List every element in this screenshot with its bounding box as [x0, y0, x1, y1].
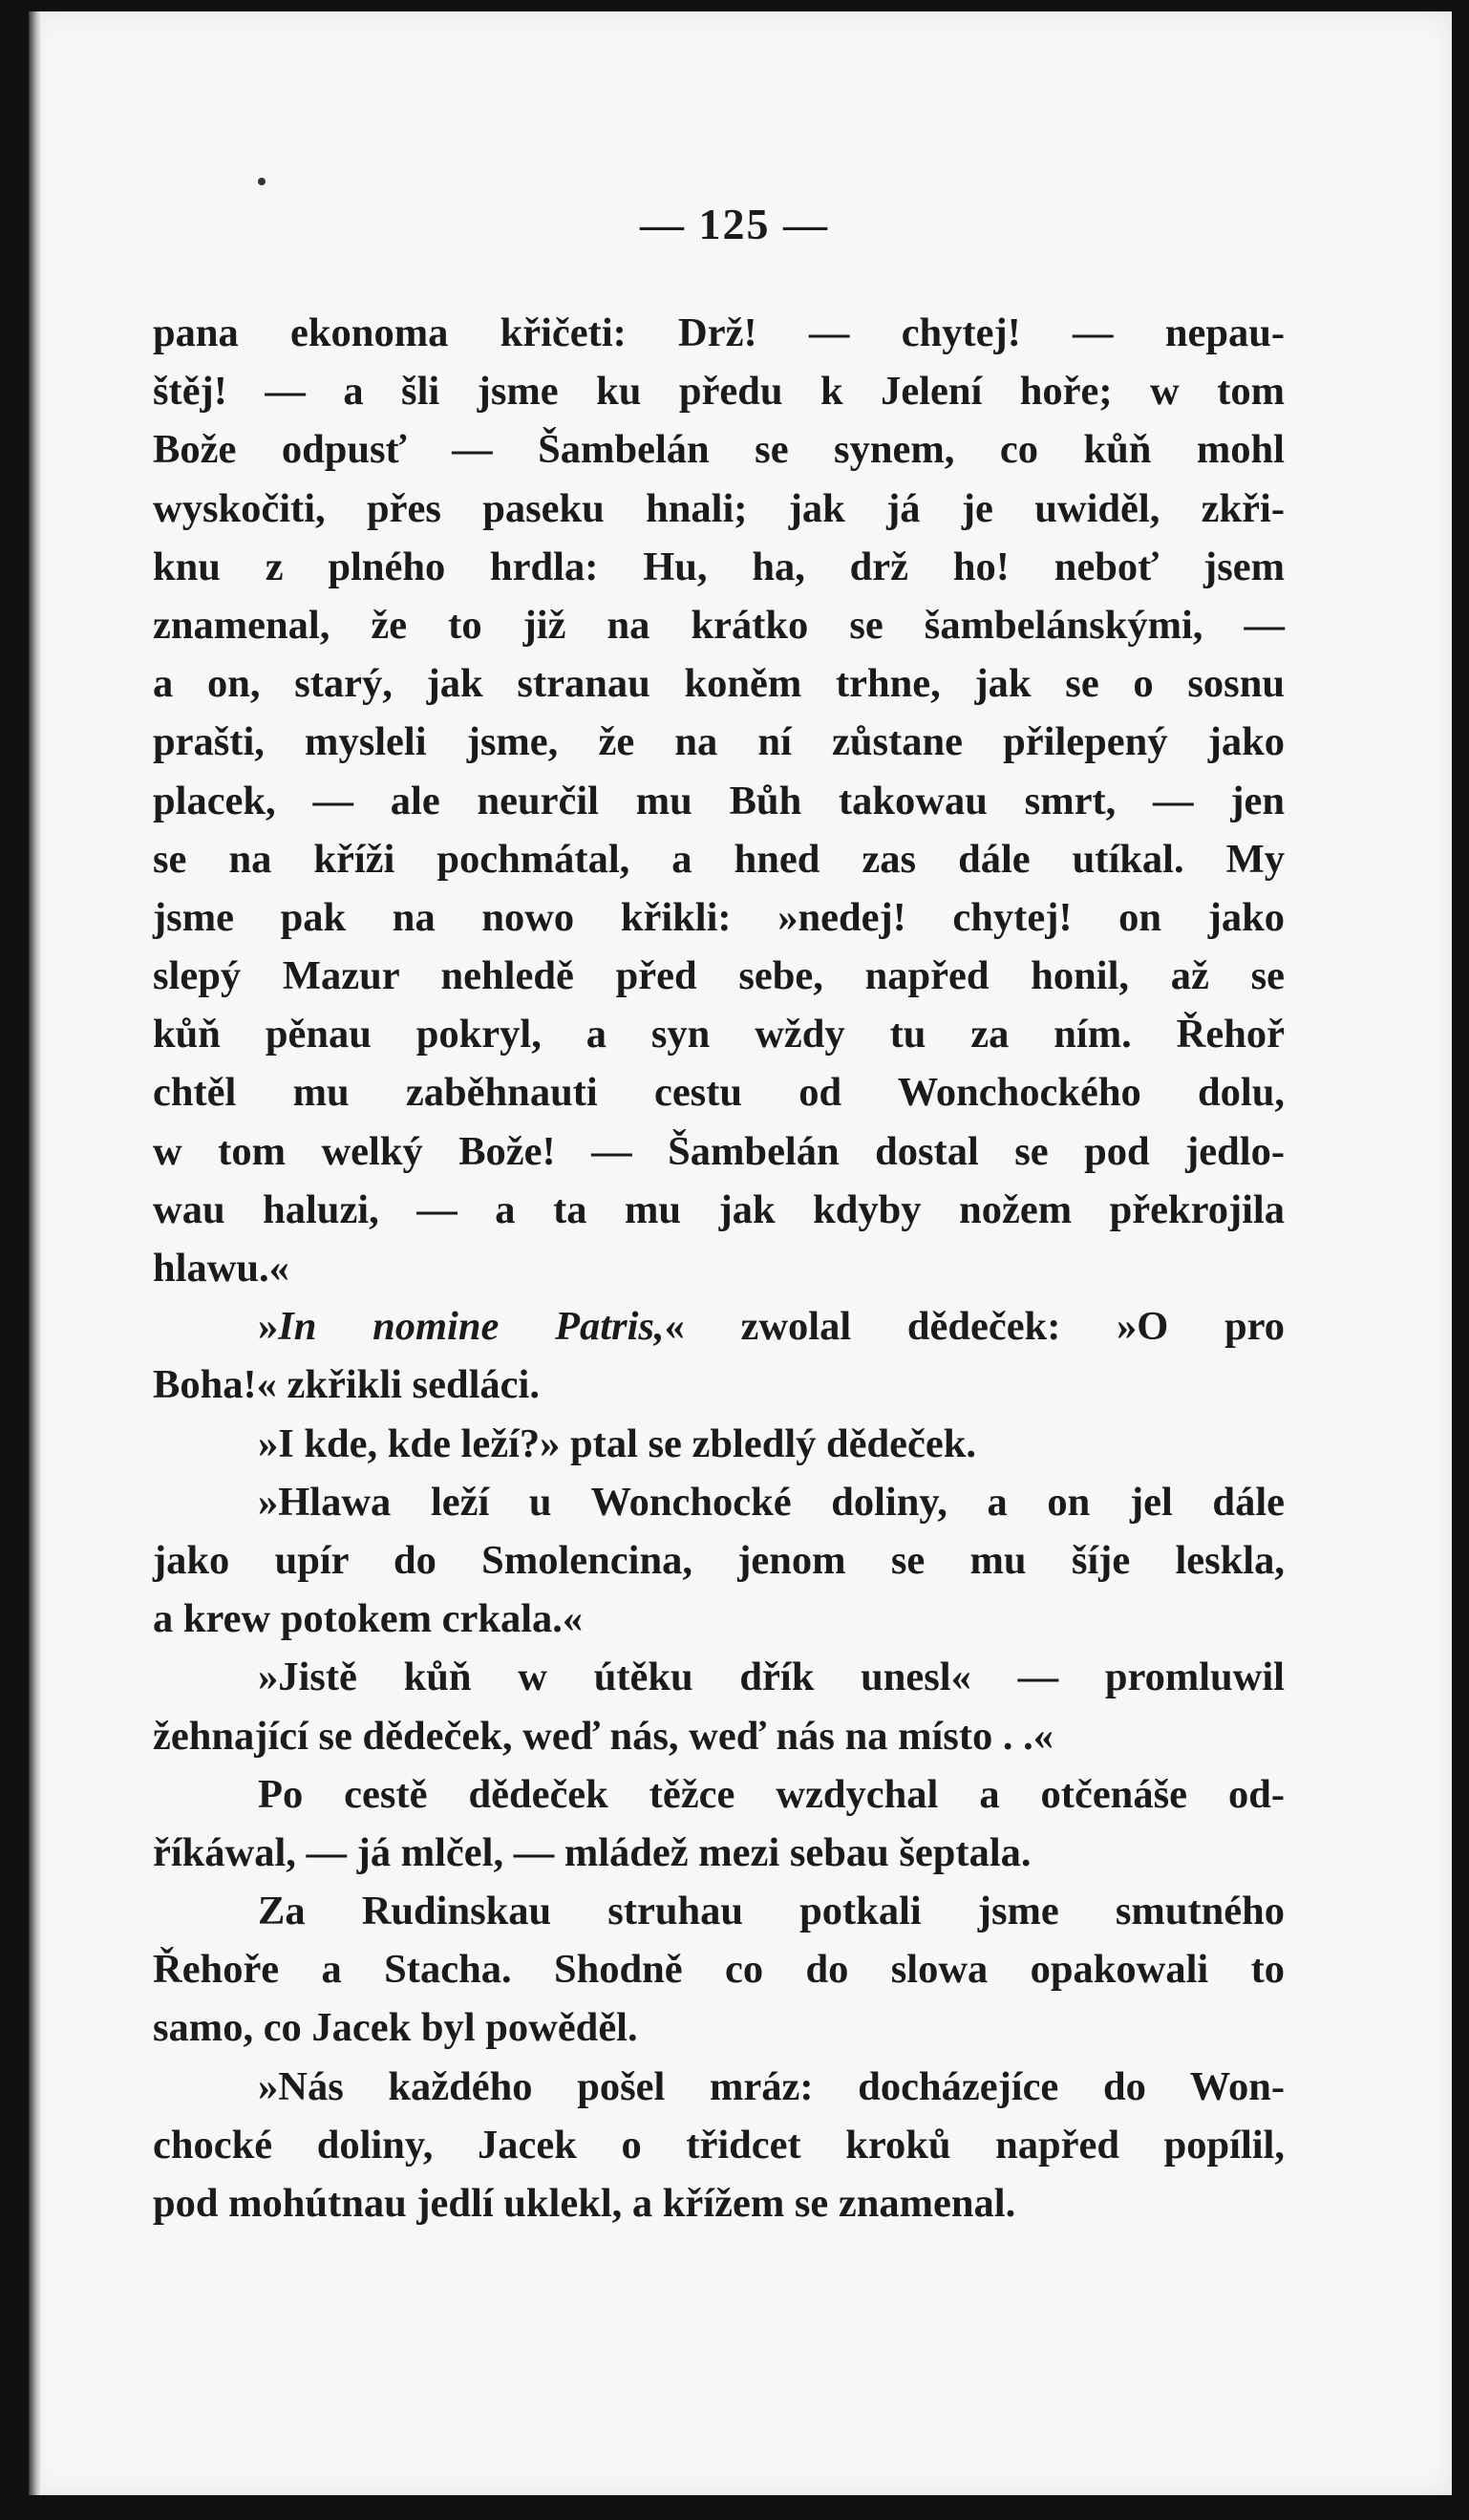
- paragraph-line: [153, 1297, 1285, 1356]
- text-line: prašti, mysleli jsme, že na ní zůstane přilepený jako: [153, 719, 1285, 765]
- quote-open: »: [258, 1304, 279, 1350]
- paragraph-line: »I kde, kde leží?» ptal se zbledlý dědeček.: [258, 1420, 977, 1466]
- text-line: slepý Mazur nehledě před sebe, napřed honil, až se: [153, 953, 1285, 999]
- text-line: se na kříži pochmátal, a hned zas dále utíkal. My: [153, 836, 1285, 882]
- paragraph-line: říkáwal, — já mlčel, — mládež mezi sebau šeptala.: [153, 1829, 1032, 1875]
- text-line: znamenal, že to již na krátko se šambelánskými, —: [153, 602, 1285, 648]
- paragraph-line: Za Rudinskau struhau potkali jsme smutného: [258, 1889, 1285, 1934]
- paragraph-line: Řehoře a Stacha. Shodně co do slowa opakowali to: [153, 1947, 1285, 1993]
- text-line: a on, starý, jak stranau koněm trhne, jak se o sosnu: [153, 661, 1285, 707]
- text-line: hlawu.«: [153, 1246, 289, 1291]
- page-number: — 125 —: [640, 200, 829, 248]
- page-spine-edge: [29, 11, 42, 2495]
- paragraph-line: jako upír do Smolencina, jenom se mu šíje leskla,: [153, 1537, 1285, 1583]
- text-line: knu z plného hrdla: Hu, ha, drž ho! neboť jsem: [153, 544, 1285, 589]
- latin-phrase: In nomine Patris,: [278, 1304, 665, 1350]
- paragraph-line: »Jistě kůň w útěku dřík unesl« — promluwil: [258, 1655, 1285, 1700]
- paragraph-line: pod mohútnau jedlí uklekl, a křížem se znamenal.: [153, 2181, 1016, 2226]
- paragraph-line: Po cestě dědeček těžce wzdychal a otčenáše od-: [258, 1771, 1285, 1817]
- paragraph-text: « zwolal dědeček: »O pro: [664, 1304, 1285, 1350]
- ink-speck: [258, 178, 266, 185]
- text-line: wau haluzi, — a ta mu jak kdyby nožem překrojila: [153, 1186, 1285, 1232]
- text-line: pana ekonoma křičeti: Drž! — chytej! — nepau-: [153, 310, 1285, 355]
- text-line: Bože odpusť — Šambelán se synem, co kůň mohl: [153, 427, 1285, 473]
- body-text: [153, 304, 1285, 2232]
- paragraph-line: chocké doliny, Jacek o třidcet kroků napřed popílil,: [153, 2122, 1285, 2168]
- paragraph-line: »Hlawa leží u Wonchocké doliny, a on jel dále: [258, 1479, 1285, 1525]
- text-line: kůň pěnau pokryl, a syn wždy tu za ním. Řehoř: [153, 1012, 1285, 1057]
- paragraph-line: Boha!« zkřikli sedláci.: [153, 1362, 540, 1408]
- text-line: jsme pak na nowo křikli: »nedej! chytej! on jako: [153, 894, 1285, 940]
- paragraph-line: žehnající se dědeček, weď nás, weď nás na místo . .«: [153, 1713, 1054, 1759]
- paragraph-line: samo, co Jacek byl powěděl.: [153, 2005, 638, 2051]
- paragraph-line: »Nás každého pošel mráz: docházejíce do Won-: [258, 2063, 1285, 2109]
- paragraph-line: a krew potokem crkala.«: [153, 1596, 584, 1642]
- text-line: w tom welký Bože! — Šambelán dostal se pod jedlo-: [153, 1128, 1285, 1174]
- text-line: chtěl mu zaběhnauti cestu od Wonchockého dolu,: [153, 1070, 1285, 1116]
- text-line: štěj! — a šli jsme ku předu k Jelení hoře; w tom: [153, 369, 1285, 415]
- text-line: placek, — ale neurčil mu Bůh takowau smrt, — jen: [153, 778, 1285, 823]
- text-line: wyskočiti, přes paseku hnali; jak já je uwiděl, zkři-: [153, 485, 1285, 531]
